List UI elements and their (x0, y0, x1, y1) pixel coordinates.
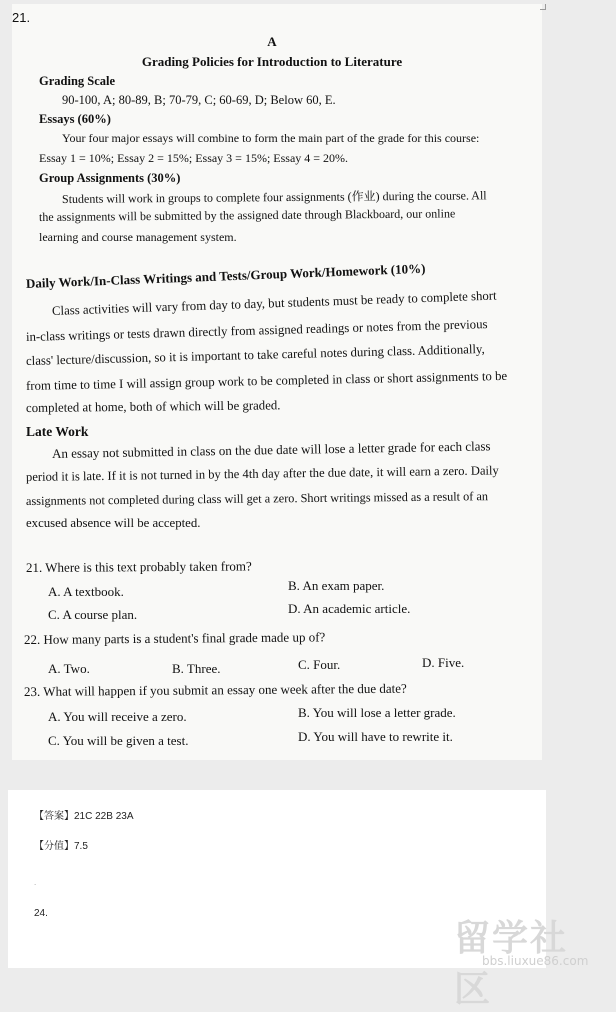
late-line-2: period it is late. If it is not turned in by the 4th day after the due date, it will earn a zero. Daily (25, 463, 499, 484)
question-22-option-b: B. Three. (172, 661, 221, 676)
daily-line-2: in-class writings or tests drawn directly from assigned readings or notes from the previous (25, 317, 488, 344)
question-21-option-b: B. An exam paper. (288, 578, 385, 593)
group-line-2: the assignments will be submitted by the assigned date through Blackboard, our online (38, 206, 456, 224)
group-line-3: learning and course management system. (39, 230, 237, 244)
essays-heading: Essays (60%) (39, 112, 111, 126)
question-21-option-d: D. An academic article. (288, 601, 411, 616)
paragraph-mark: . (34, 878, 37, 887)
question-22-option-c: C. Four. (298, 657, 341, 672)
score-label: 【分值】7.5 (34, 841, 88, 852)
daily-heading: Daily Work/In-Class Writings and Tests/Group Work/Homework (10%) (25, 260, 426, 291)
next-question-label: 24. (34, 908, 48, 919)
question-22-stem: 22. How many parts is a student's final grade made up of? (23, 629, 326, 647)
watermark-url: bbs.liuxue86.com (482, 954, 589, 968)
late-line-3: assignments not completed during class will get a zero. Short writings missed as a result of an (25, 489, 489, 508)
passage-letter: A (267, 34, 277, 49)
group-heading: Group Assignments (30%) (39, 171, 181, 185)
watermark-text: 留学社区 (454, 918, 569, 1010)
corner-mark (540, 4, 546, 10)
question-23-option-a: A. You will receive a zero. (48, 709, 187, 724)
daily-line-4: from time to time I will assign group work to be completed in class or short assignments to be (25, 368, 508, 393)
late-line-1: An essay not submitted in class on the due date will lose a letter grade for each class (51, 438, 491, 461)
question-23-option-d: D. You will have to rewrite it. (298, 729, 453, 744)
essays-line-1: Your four major essays will combine to form the main part of the grade for this course: (62, 131, 480, 145)
grading-scale-text: 90-100, A; 80-89, B; 70-79, C; 60-69, D; Below 60, E. (62, 93, 336, 107)
question-22-option-d: D. Five. (422, 655, 465, 670)
late-line-4: excused absence will be accepted. (26, 516, 201, 530)
question-22-option-a: A. Two. (48, 661, 90, 676)
answer-label: 【答案】21C 22B 23A (34, 811, 134, 822)
grading-scale-heading: Grading Scale (39, 74, 116, 88)
group-line-1: Students will work in groups to complete four assignments (作业) during the course. All (61, 188, 487, 206)
scanned-page (12, 4, 542, 760)
essays-line-2: Essay 1 = 10%; Essay 2 = 15%; Essay 3 = 15%; Essay 4 = 20%. (39, 151, 349, 165)
question-21-stem: 21. Where is this text probably taken from? (25, 558, 252, 575)
late-heading: Late Work (26, 424, 89, 439)
question-21-option-c: C. A course plan. (48, 607, 138, 622)
daily-line-3: class' lecture/discussion, so it is important to take careful notes during class. Additionally, (25, 341, 485, 368)
question-23-option-c: C. You will be given a test. (48, 733, 189, 748)
daily-line-1: Class activities will vary from day to day, but students must be ready to complete short (51, 288, 497, 318)
site-watermark (444, 908, 604, 1010)
passage-title: Grading Policies for Introduction to Literature (141, 54, 403, 69)
question-21-option-a: A. A textbook. (48, 584, 124, 599)
question-23-stem: 23. What will happen if you submit an essay one week after the due date? (23, 680, 407, 699)
question-23-option-b: B. You will lose a letter grade. (298, 705, 456, 720)
daily-line-5: completed at home, both of which will be graded. (25, 398, 281, 415)
question-number-label: 21. (12, 10, 31, 25)
